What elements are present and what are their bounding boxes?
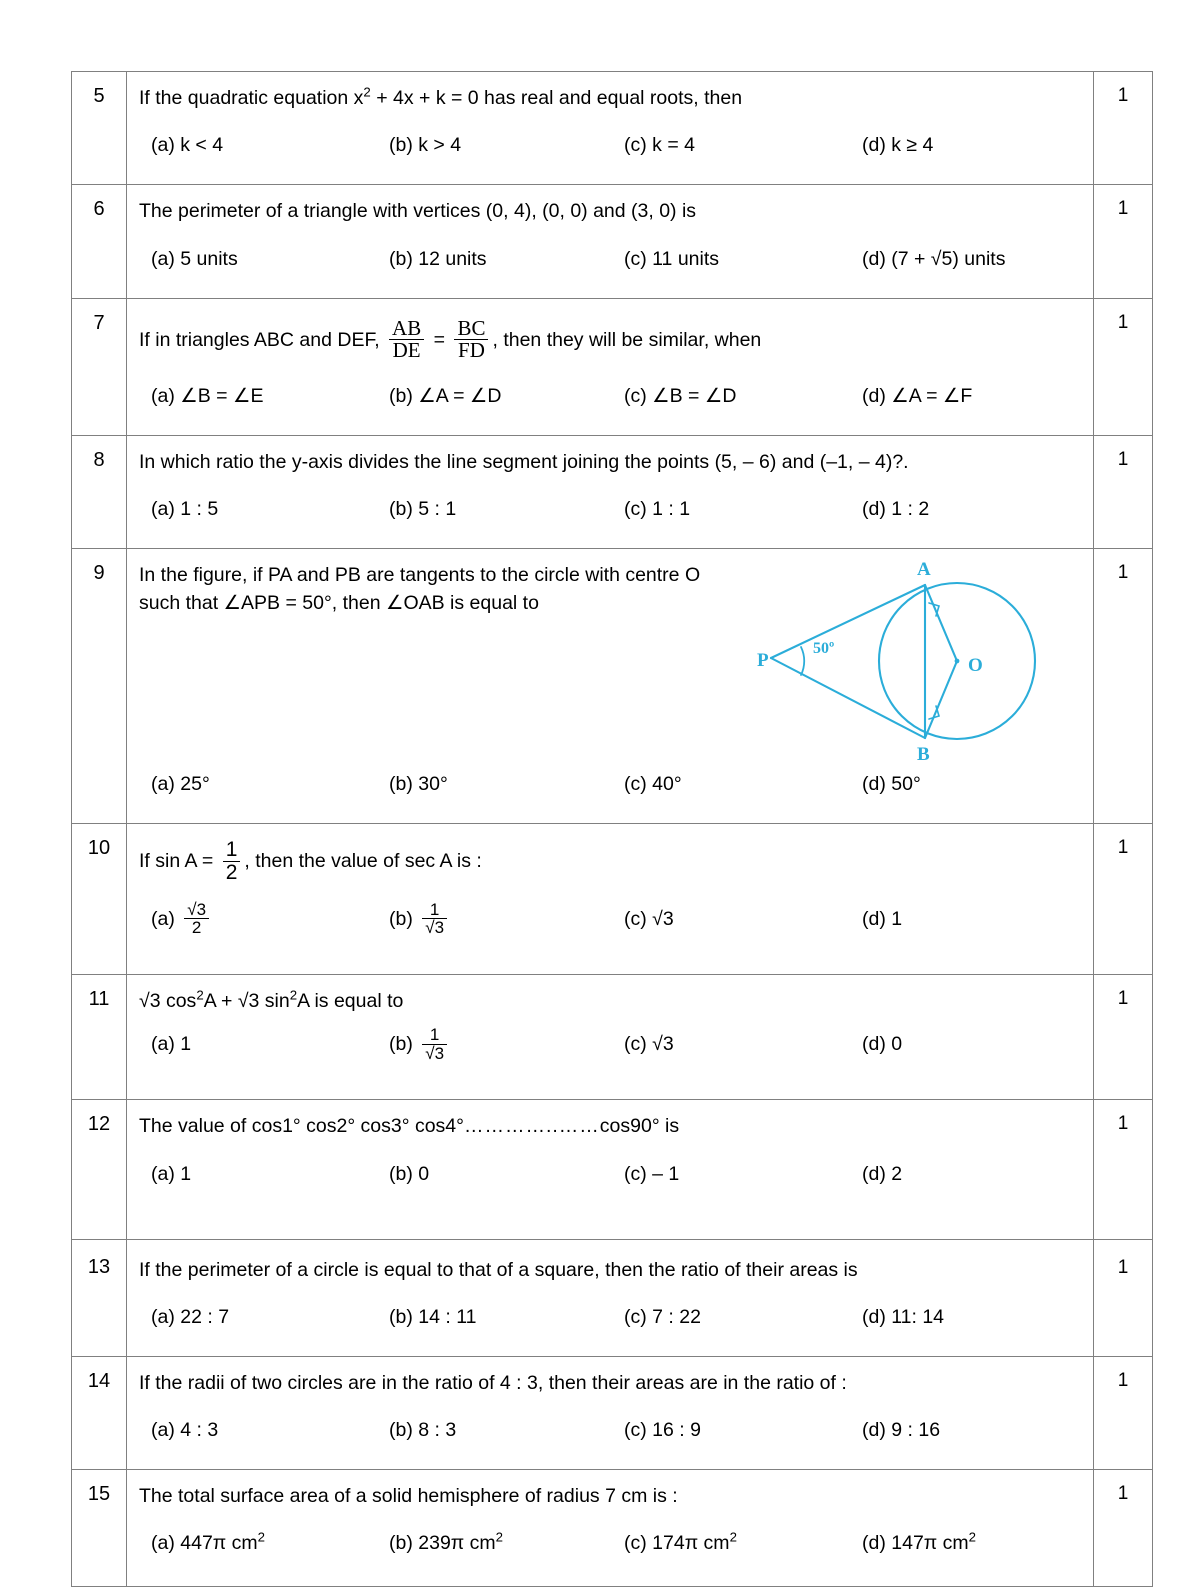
option-a[interactable]: (a) 4 : 3 [151,1419,219,1442]
question-number: 8 [72,435,127,548]
option-b[interactable]: (b) $\frac{1}{√3}$ [389,902,451,938]
question-marks: 1 [1094,975,1153,1100]
radius-ob [925,661,957,738]
option-b[interactable]: (b) 0 [389,1162,430,1185]
table-row [72,72,1153,185]
option-row [139,1419,1085,1459]
option-a[interactable]: (a) k < 4 [151,134,224,157]
option-b[interactable]: (b) 14 : 11 [389,1305,477,1328]
question-number: 12 [72,1100,127,1239]
option-b[interactable]: (b) 8 : 3 [389,1419,457,1442]
option-d[interactable]: (d) 11: 14 [862,1305,945,1328]
option-row [139,498,1085,538]
figure-label-b: B [917,743,930,765]
question-stem: In the figure, if PA and PB are tangents to the circle with centre O such that ∠APB = 50°, then ∠OAB is equal to [139,563,701,615]
question-stem: The total surface area of a solid hemisphere of radius 7 cm is : [139,1485,678,1508]
question-body [127,298,1094,435]
table-row [72,435,1153,548]
question-stem: If in triangles ABC and DEF, $\frac{AB}{DE}$ = $\frac{BC}{FD}$ , then they will be similar, when [139,315,762,362]
option-d[interactable]: (d) 9 : 16 [862,1419,941,1442]
questions-table [71,71,1153,1587]
option-row [139,1306,1085,1346]
option-c[interactable]: (c) 7 : 22 [624,1305,701,1328]
option-a[interactable]: (a) 25° [151,773,210,796]
option-row [139,773,1085,813]
question-stem: If the quadratic equation $x^2 + 4x + k = 0$ has real and equal roots, then [139,84,743,109]
circle-tangents-diagram [749,553,1079,768]
figure-label-a: A [917,558,931,580]
option-d[interactable]: (d) (7 + √5) units [862,247,1006,270]
question-body [127,1239,1094,1356]
option-row [139,902,1085,964]
question-number: 14 [72,1356,127,1469]
question-number: 5 [72,72,127,185]
question-marks: 1 [1094,72,1153,185]
option-d[interactable]: (d) 147π $cm^2$ [862,1529,977,1555]
question-marks: 1 [1094,298,1153,435]
question-stem: √3 $\cos^2A + √3$ $\sin^2A$ is equal to [139,987,404,1013]
table-row [72,1470,1153,1587]
radius-oa [925,585,957,661]
question-marks: 1 [1094,824,1153,975]
question-body [127,1100,1094,1239]
question-stem: In which ratio the y-axis divides the line segment joining the points (5, – 6) and (–1, – 4)?. [139,450,909,473]
option-a[interactable]: (a) 1 [151,1033,192,1056]
option-a[interactable]: (a) 22 : 7 [151,1305,230,1328]
question-number: 15 [72,1470,127,1587]
circle-tangents-svg [749,553,1079,768]
table-row [72,298,1153,435]
questions-table-body [72,72,1153,1587]
question-marks: 1 [1094,185,1153,298]
table-row [72,1356,1153,1469]
table-row [72,824,1153,975]
option-row [139,248,1085,288]
option-c[interactable]: (c) – 1 [624,1162,680,1185]
option-row [139,134,1085,174]
option-b[interactable]: (b) 30° [389,773,448,796]
option-c[interactable]: (c) k = 4 [624,134,695,157]
option-b[interactable]: (b) 5 : 1 [389,497,457,520]
question-stem: If the radii of two circles are in the ratio of 4 : 3, then their areas are in the ratio of : [139,1371,847,1394]
option-c[interactable]: (c) 1 : 1 [624,497,691,520]
question-body [127,824,1094,975]
figure-label-p: P [757,649,769,671]
option-c[interactable]: (c) 40° [624,773,682,796]
tangent-pb [771,658,925,738]
question-body [127,975,1094,1100]
question-body [127,1356,1094,1469]
figure-label-angle: 50º [813,639,835,657]
question-marks: 1 [1094,1239,1153,1356]
table-row [72,185,1153,298]
table-row [72,1100,1153,1239]
option-d[interactable]: (d) 1 : 2 [862,497,930,520]
centre-dot [955,658,960,663]
option-a[interactable]: (a) 1 : 5 [151,497,219,520]
option-c[interactable]: (c) 11 units [624,247,720,270]
option-c[interactable]: (c) ∠B = ∠D [624,384,737,407]
question-marks: 1 [1094,435,1153,548]
question-marks: 1 [1094,1100,1153,1239]
question-marks: 1 [1094,1470,1153,1587]
option-d[interactable]: (d) ∠A = ∠F [862,384,973,407]
question-number: 10 [72,824,127,975]
option-b[interactable]: (b) 239π $cm^2$ [389,1529,504,1555]
figure-label-o: O [968,654,983,676]
option-row [139,1529,1085,1572]
option-c[interactable]: (c) 16 : 9 [624,1419,701,1442]
question-body [127,185,1094,298]
option-d[interactable]: (d) 2 [862,1162,903,1185]
option-row [139,1163,1085,1203]
option-b[interactable]: (b) k > 4 [389,134,462,157]
option-a[interactable]: (a) $\frac{√3}{2}$ [151,902,213,938]
option-b[interactable]: (b) 12 units [389,247,487,270]
table-row [72,1239,1153,1356]
question-stem: If sin A = $\frac{1}{2}$ , then the value of sec A is : [139,838,482,884]
option-c[interactable]: (c) √3 [624,1033,674,1056]
question-number: 6 [72,185,127,298]
table-row [72,548,1153,824]
question-number: 11 [72,975,127,1100]
question-marks: 1 [1094,1356,1153,1469]
question-number: 7 [72,298,127,435]
question-number: 13 [72,1239,127,1356]
table-row [72,975,1153,1100]
option-a[interactable]: (a) 1 [151,1162,192,1185]
question-body [127,72,1094,185]
angle-arc-p [801,647,804,675]
option-c[interactable]: (c) 174π $cm^2$ [624,1529,737,1555]
option-d[interactable]: (d) 0 [862,1033,903,1056]
option-a[interactable]: (a) ∠B = ∠E [151,384,264,407]
question-body [127,1470,1094,1587]
option-row [139,385,1085,425]
question-body [127,548,1094,824]
question-number: 9 [72,548,127,824]
option-d[interactable]: (d) 1 [862,908,903,931]
question-stem: If the perimeter of a circle is equal to that of a square, then the ratio of their areas is [139,1258,858,1281]
option-d[interactable]: (d) k ≥ 4 [862,134,934,157]
option-a[interactable]: (a) 447π $cm^2$ [151,1529,266,1555]
question-marks: 1 [1094,548,1153,824]
question-stem: The value of cos1° cos2° cos3° cos4°…………..……cos90° is [139,1115,680,1138]
option-b[interactable]: (b) $\frac{1}{√3}$ [389,1027,451,1063]
tangent-pa [771,585,925,658]
option-a[interactable]: (a) 5 units [151,247,238,270]
question-body [127,435,1094,548]
option-b[interactable]: (b) ∠A = ∠D [389,384,502,407]
option-row [139,1027,1085,1089]
option-d[interactable]: (d) 50° [862,773,921,796]
question-stem: The perimeter of a triangle with vertices (0, 4), (0, 0) and (3, 0) is [139,200,697,223]
option-c[interactable]: (c) √3 [624,908,674,931]
